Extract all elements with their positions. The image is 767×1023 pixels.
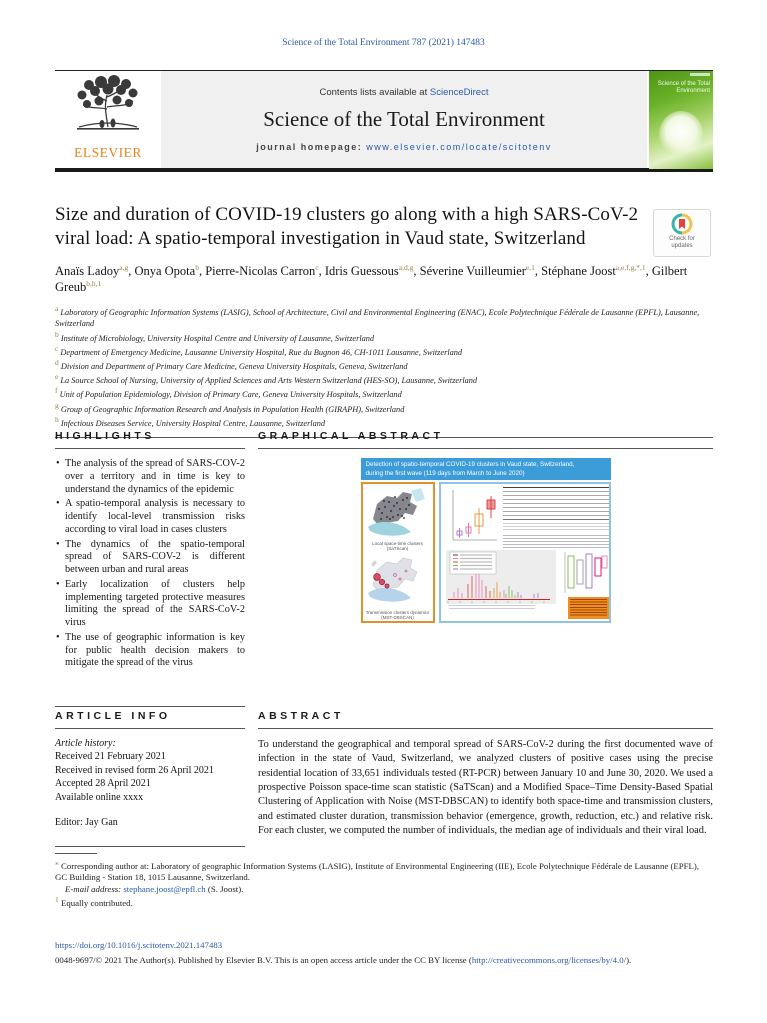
elsevier-tree-icon <box>69 75 147 147</box>
ga-map-mstdbscan <box>365 551 431 606</box>
ga-banner-line1: Detection of spatio-temporal COVID-19 clusters in Vaud state, Switzerland, <box>365 461 575 468</box>
article-history-label: Article history: <box>55 738 116 749</box>
author: Séverine Vuilleumier$^{e,1}$, <box>419 262 542 278</box>
journal-cover[interactable] <box>647 71 713 168</box>
ga-conclusion-note <box>568 597 609 619</box>
ga-timeseries-chart <box>446 550 556 604</box>
cover-title: Science of the Total Environment <box>657 81 710 94</box>
abstract-column <box>258 710 713 847</box>
copyright-line <box>55 955 713 965</box>
ga-timeseries-caption <box>449 605 535 609</box>
author: Anaïs Ladoy$^{a,g}$, <box>55 262 135 278</box>
author: Gilbert Greub$^{b,h,1}$ <box>55 263 688 294</box>
divider <box>55 706 245 707</box>
journal-cover-image <box>649 71 713 169</box>
email-suffix: (S. Joost). <box>205 883 244 894</box>
ga-table-caption <box>503 523 609 532</box>
ga-charts-panel <box>439 482 611 623</box>
affiliation: $^c$ Department of Emergency Medicine, Lausanne University Hospital, Rue du Bugnon 46, CH-1011 Lausanne, Switzerland <box>55 343 463 357</box>
highlight-item: • The dynamics of the spatio-temporal spread of SARS-COV-2 is different between urban and rural areas <box>55 539 245 577</box>
sciencedirect-link[interactable]: ScienceDirect <box>429 87 489 98</box>
author: Pierre-Nicolas Carron$^c$, <box>205 262 325 278</box>
author: Stéphane Joost$^{a,e,f,g,*,1}$, <box>541 262 652 278</box>
email-line <box>55 884 713 895</box>
highlights-heading: HIGHLIGHTS <box>55 430 155 442</box>
affiliation-list <box>55 304 713 429</box>
graphical-abstract-heading: GRAPHICAL ABSTRACT <box>258 430 444 442</box>
affiliation: $^e$ La Source School of Nursing, University of Applied Sciences and Arts Western Switzerland (HES-SO), Lausanne, Switzerland <box>55 372 478 385</box>
divider <box>55 846 245 847</box>
doi-link[interactable]: https://doi.org/10.1016/j.scitotenv.2021.147483 <box>55 940 223 950</box>
page-footer <box>55 935 713 965</box>
ga-banner <box>361 458 611 480</box>
highlight-item: • Early localization of clusters help implementing targeted protective measures limiting the spread of the SARS-CoV-2 virus <box>55 579 245 630</box>
ga-map1-caption: Local space-time clusters (SaTScan) <box>372 541 423 552</box>
received-date: Received 21 February 2021 <box>55 751 166 762</box>
homepage-line <box>256 142 552 152</box>
check-for-updates-button[interactable] <box>653 209 711 257</box>
affiliation: $^h$ Infectious Diseases Service, University Hospital Centre, Lausanne, Switzerland <box>55 414 326 428</box>
check-updates-icon <box>671 213 693 235</box>
affiliation: $^f$ Unit of Population Epidemiology, Division of Primary Care, Geneva University Hospitals, Switzerland <box>55 386 402 400</box>
email-link[interactable]: stephane.joost@epfl.ch <box>123 883 206 894</box>
cover-topbar <box>690 73 710 76</box>
divider <box>258 448 713 449</box>
page-title: Size and duration of COVID-19 clusters go along with a high SARS-CoV-2 viral load: A spatio-temporal investigation in Vaud state, Switzerland <box>55 204 639 250</box>
author: Idris Guessous$^{a,d,g}$, <box>324 262 420 278</box>
copyright-text: 0048-9697/© 2021 The Author(s). Published by Elsevier B.V. This is an open access article under the CC BY license ( <box>55 955 472 965</box>
highlight-item: • The use of geographic information is key for public health decision makers to mitigate the spread of the virus <box>55 632 245 670</box>
author-list <box>55 263 695 295</box>
info-abstract-section <box>55 710 713 847</box>
footnote-divider <box>55 853 97 854</box>
email-label: E-mail address: <box>65 883 124 894</box>
ga-banner-line2: during the first wave (119 days from March to June 2020) <box>365 470 525 478</box>
check-updates-label: Check for updates <box>669 236 695 250</box>
copyright-suffix: ). <box>626 955 632 965</box>
ga-boxplot-mini <box>445 488 499 546</box>
ga-summary-table <box>503 487 609 520</box>
abstract-heading: ABSTRACT <box>258 710 344 722</box>
graphical-abstract-column <box>258 430 713 707</box>
highlight-item: • The analysis of the spread of SARS-COV-2 over a territory and in time is key to understand the dynamics of the epidemic <box>55 458 245 496</box>
revised-date: Received in revised form 26 April 2021 <box>55 764 214 776</box>
homepage-link[interactable]: www.elsevier.com/locate/scitotenv <box>366 142 552 152</box>
highlights-ga-section <box>55 430 713 707</box>
highlights-column <box>55 430 245 707</box>
journal-header <box>55 70 713 172</box>
accepted-date: Accepted 28 April 2021 <box>55 778 151 789</box>
divider <box>258 728 713 729</box>
ga-boxplot-panel <box>561 550 609 595</box>
highlight-item: • A spatio-temporal analysis is necessary to identify local-level transmission risks according to viral load in cases clusters <box>55 498 245 536</box>
divider <box>55 448 245 449</box>
contents-line <box>320 87 489 98</box>
contents-prefix: Contents lists available at <box>319 87 430 98</box>
affiliation: $^a$ Laboratory of Geographic Information Systems (LASIG), School of Architecture, Civil and Environmental Engineering (ENAC), Ecole Polytechnique Fédérale de Lausanne (EPFL), Lausanne, Switzerland <box>55 303 700 329</box>
footnotes <box>55 853 713 910</box>
affiliation: $^g$ Group of Geographic Information Research and Analysis in Population Health (GIRAPH), Switzerland <box>55 400 405 414</box>
journal-title: Science of the Total Environment <box>263 107 545 131</box>
license-link[interactable]: http://creativecommons.org/licenses/by/4.0/ <box>471 955 627 965</box>
elsevier-logo[interactable] <box>55 71 161 168</box>
affiliation: $^d$ Division and Department of Primary Care Medicine, Geneva University Hospitals, Geneva, Switzerland <box>55 357 408 371</box>
highlights-list <box>55 458 245 670</box>
graphical-abstract-figure <box>361 458 611 623</box>
author: Onya Opota$^b$, <box>134 262 206 278</box>
equally-contributed-note: $^1$ Equally contributed. <box>55 895 133 909</box>
homepage-label: journal homepage: <box>256 142 367 152</box>
corresponding-author-note: ⁎ Corresponding author at: Laboratory of geographic Information Systems (LASIG), Institute of Environmental Engineering (IIE), Ecole Polytechnique Fédérale de Lausanne (EPFL), GC Building - Station 18, 1015 Lausanne, Switzerland. <box>55 858 700 883</box>
journal-citation: Science of the Total Environment 787 (2021) 147483 <box>282 38 485 48</box>
elsevier-wordmark: ELSEVIER <box>74 145 142 160</box>
divider <box>55 728 245 729</box>
affiliation: $^b$ Institute of Microbiology, University Hospital Centre and University of Lausanne, Switzerland <box>55 329 375 343</box>
ga-map-satscan <box>365 487 431 539</box>
editor-line: Editor: Jay Gan <box>55 817 118 828</box>
article-info-heading: ARTICLE INFO <box>55 710 171 722</box>
cover-flower-graphic <box>659 111 703 157</box>
article-head <box>55 203 713 438</box>
ga-text-paragraph <box>503 535 609 548</box>
abstract-text: To understand the geographical and temporal spread of SARS-CoV-2 during the first documented wave of infection in the state of Vaud, Switzerland, we analyzed clusters of positive cases using the precise residential location of 33,651 individuals tested (RT-PCR) between January 10 and June 30, 2020. We used a prospective Poisson space-time scan statistic (SaTScan) and a Modified Space–Time Density-Based Spatial Clustering of Application with Noise (MST-DBSCAN) to identify both space-time and transmission clusters, and estimated cluster duration, transmission behavior (emergence, growth, reduction, etc.) and relative risk. For each cluster, we computed the number of individuals, the median age of individuals and their viral load. <box>258 739 713 837</box>
journal-masthead <box>161 71 647 168</box>
article-info-column <box>55 710 245 847</box>
ga-map2-caption: Transmission clusters dynamics (MST-DBSCAN) <box>365 610 430 621</box>
available-online: Available online xxxx <box>55 791 144 803</box>
ga-maps-panel <box>361 482 435 623</box>
